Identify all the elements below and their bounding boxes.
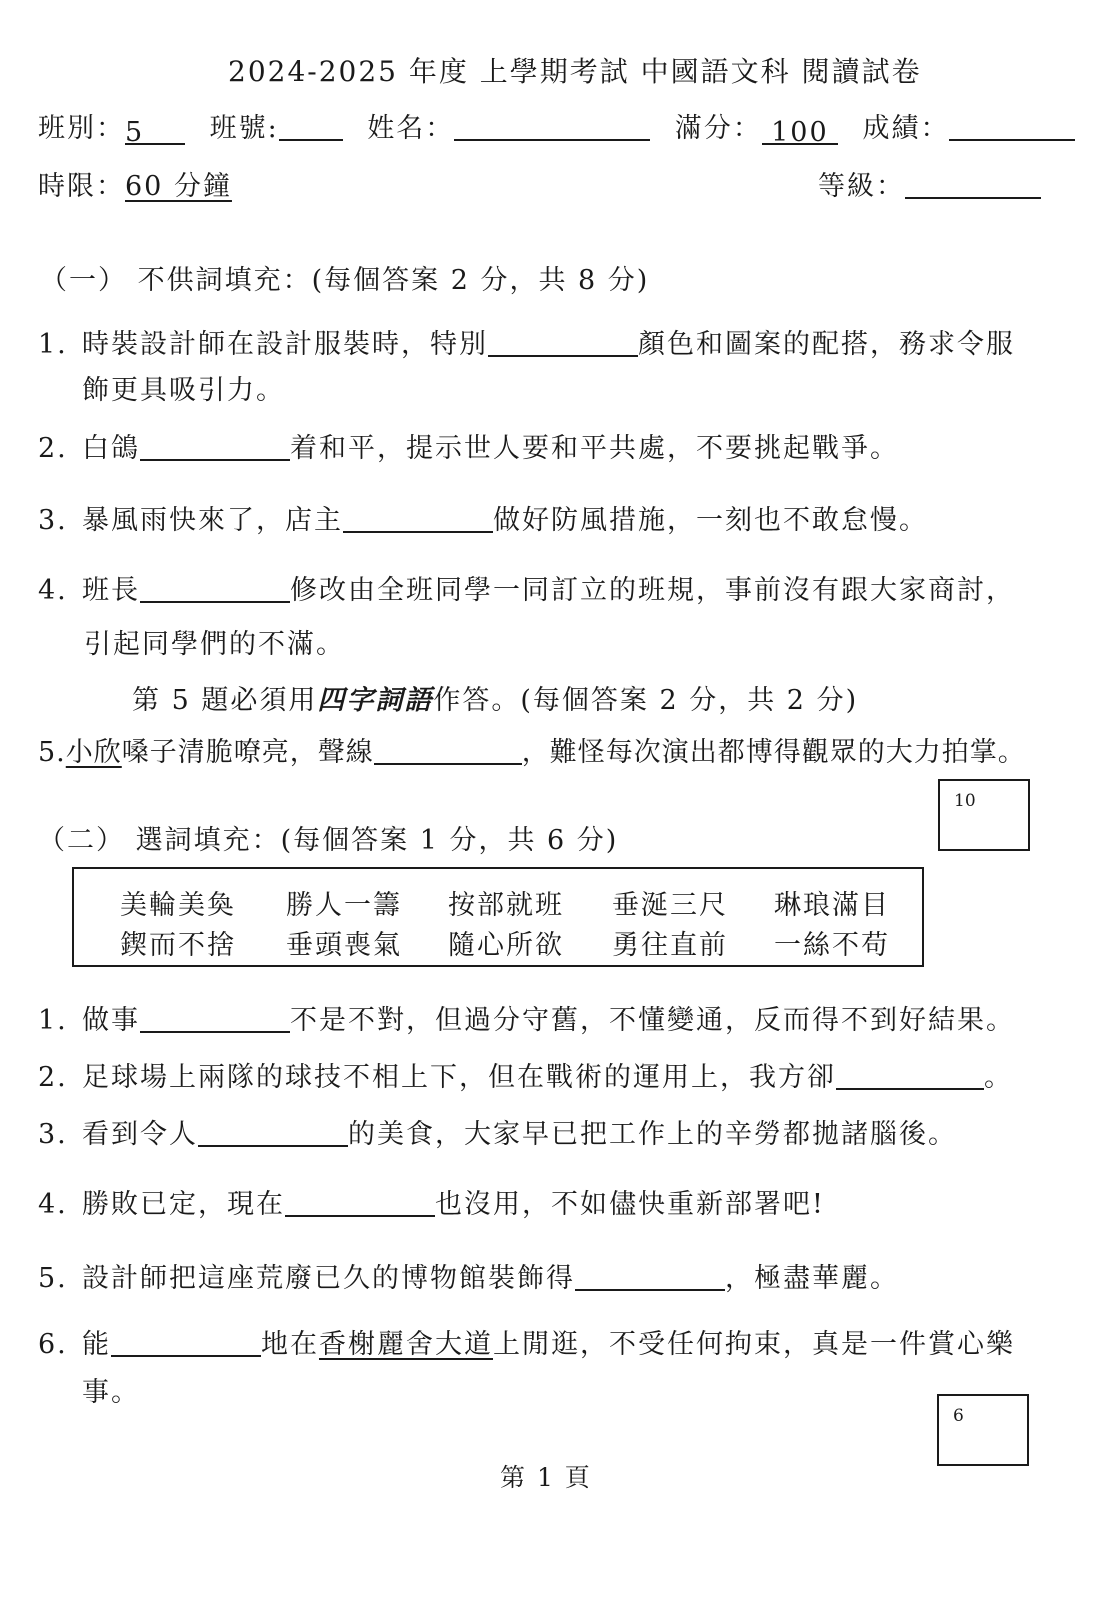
time-label: 時限： [38,171,125,202]
question-text: 。 [984,1062,1013,1093]
section1-heading: （一） 不供詞填充：(每個答案 2 分，共 8 分) [40,265,650,296]
word-bank-item: 按部就班 [448,890,564,921]
question-text: 顏色和圖案的配搭，務求令服 [638,329,1015,360]
question-text: 班長 [82,575,140,606]
answer-blank[interactable] [140,1005,290,1033]
s2-question-4 [38,1182,825,1221]
question-text: 能 [82,1329,111,1360]
place-name: 香榭麗舍大道 [319,1329,493,1360]
answer-blank[interactable] [343,505,493,533]
person-name: 小欣 [65,737,122,768]
answer-blank[interactable] [111,1329,261,1357]
fullmark-value: 100 [771,117,829,148]
class-row [38,106,1075,148]
question-text: 也沒用，不如儘快重新部署吧! [435,1189,825,1220]
question-number: 3. [38,1119,68,1150]
time-row [38,164,232,203]
fullmark-field [762,117,838,148]
word-bank-item: 隨心所欲 [448,930,564,961]
word-bank-item: 一絲不苟 [774,930,890,961]
question-text: 時裝設計師在設計服裝時，特別 [82,329,488,360]
s2-question-1 [38,998,1015,1037]
instruction-text: 第 5 題必須用 [132,685,318,716]
question-text: 設計師把這座荒廢已久的博物館裝飾得 [82,1263,575,1294]
question-text: 做事 [82,1005,140,1036]
word-bank-item: 勝人一籌 [286,890,402,921]
class-value: 5 [125,117,145,148]
s1-question-5 [38,730,1026,769]
question-number: 5. [38,1263,68,1294]
s1-question-4-cont: 引起同學們的不滿。 [84,629,345,660]
section2-score-box [937,1394,1029,1466]
classno-label: 班號: [209,113,279,144]
s1-q5-instruction [132,678,858,717]
class-label: 班別： [38,113,125,144]
question-number: 6. [38,1329,68,1360]
answer-blank[interactable] [198,1119,348,1147]
grade-row [818,164,1041,203]
score-field[interactable] [949,113,1075,141]
question-text: 嗓子清脆嘹亮，聲線 [121,737,374,768]
class-field[interactable] [125,117,185,148]
grade-label: 等級： [818,171,905,202]
question-text: 修改由全班同學一同訂立的班規，事前沒有跟大家商討， [290,575,1015,606]
s2-question-6 [38,1322,1015,1361]
question-number: 4. [38,1189,68,1220]
word-bank-item: 勇往直前 [612,930,728,961]
word-bank-item: 琳琅滿目 [774,890,890,921]
question-number: 4. [38,575,68,606]
word-bank-item: 鍥而不捨 [120,930,236,961]
grade-field[interactable] [905,171,1041,199]
question-text: 着和平，提示世人要和平共處，不要挑起戰爭。 [290,433,899,464]
s2-question-3 [38,1112,957,1151]
question-number: 2. [38,433,68,464]
word-bank-item: 垂頭喪氣 [286,930,402,961]
answer-blank[interactable] [374,737,522,765]
answer-blank[interactable] [140,433,290,461]
question-text: ，難怪每次演出都博得觀眾的大力拍掌。 [521,737,1026,768]
question-text: 做好防風措施，一刻也不敢怠慢。 [493,505,928,536]
question-text: 看到令人 [82,1119,198,1150]
page-number: 第 1 頁 [500,1463,592,1492]
instruction-text: 作答。(每個答案 2 分，共 2 分) [433,685,859,716]
name-field[interactable] [454,113,650,141]
s2-question-5 [38,1256,899,1295]
question-text: 足球場上兩隊的球技不相上下，但在戰術的運用上，我方卻 [82,1062,836,1093]
s1-question-3 [38,498,928,537]
question-number: 1. [38,329,68,360]
s1-question-1 [38,322,1015,361]
s1-question-2 [38,426,899,465]
question-text: 不是不對，但過分守舊，不懂變通，反而得不到好結果。 [290,1005,1015,1036]
answer-blank[interactable] [488,329,638,357]
s1-question-4 [38,568,1015,607]
section1-score-box [938,779,1030,851]
question-text: 的美食，大家早已把工作上的辛勞都拋諸腦後。 [348,1119,957,1150]
question-text: 白鴿 [82,433,140,464]
question-text: 勝敗已定，現在 [82,1189,285,1220]
time-value: 60 分鐘 [125,171,232,202]
s2-question-6-cont: 事。 [82,1377,140,1408]
answer-blank[interactable] [575,1263,725,1291]
score-label: 成績： [862,113,950,144]
section2-score: 6 [953,1406,964,1426]
word-bank-box [72,867,924,967]
s2-question-2 [38,1055,1013,1094]
answer-blank[interactable] [836,1062,984,1090]
question-number: 1. [38,1005,68,1036]
fullmark-label: 滿分： [674,113,762,144]
word-bank-item: 美輪美奐 [120,890,236,921]
s1-question-1-cont: 飾更具吸引力。 [82,375,285,406]
section2-heading: （二） 選詞填充：(每個答案 1 分，共 6 分) [38,825,619,856]
question-number: 3. [38,505,68,536]
question-text: 上閒逛，不受任何拘束，真是一件賞心樂 [493,1329,1015,1360]
instruction-emphasis: 四字詞語 [317,685,434,716]
classno-field[interactable] [279,113,343,141]
question-number: 2. [38,1062,68,1093]
answer-blank[interactable] [285,1189,435,1217]
name-label: 姓名： [367,113,455,144]
question-text: ，極盡華麗。 [725,1263,899,1294]
section1-score: 10 [954,791,976,811]
exam-title: 2024-2025 年度 上學期考試 中國語文科 閱讀試卷 [228,55,922,88]
question-number: 5. [38,737,66,768]
question-text: 暴風雨快來了，店主 [82,505,343,536]
word-bank-item: 垂涎三尺 [612,890,728,921]
question-text: 地在 [261,1329,319,1360]
answer-blank[interactable] [140,575,290,603]
